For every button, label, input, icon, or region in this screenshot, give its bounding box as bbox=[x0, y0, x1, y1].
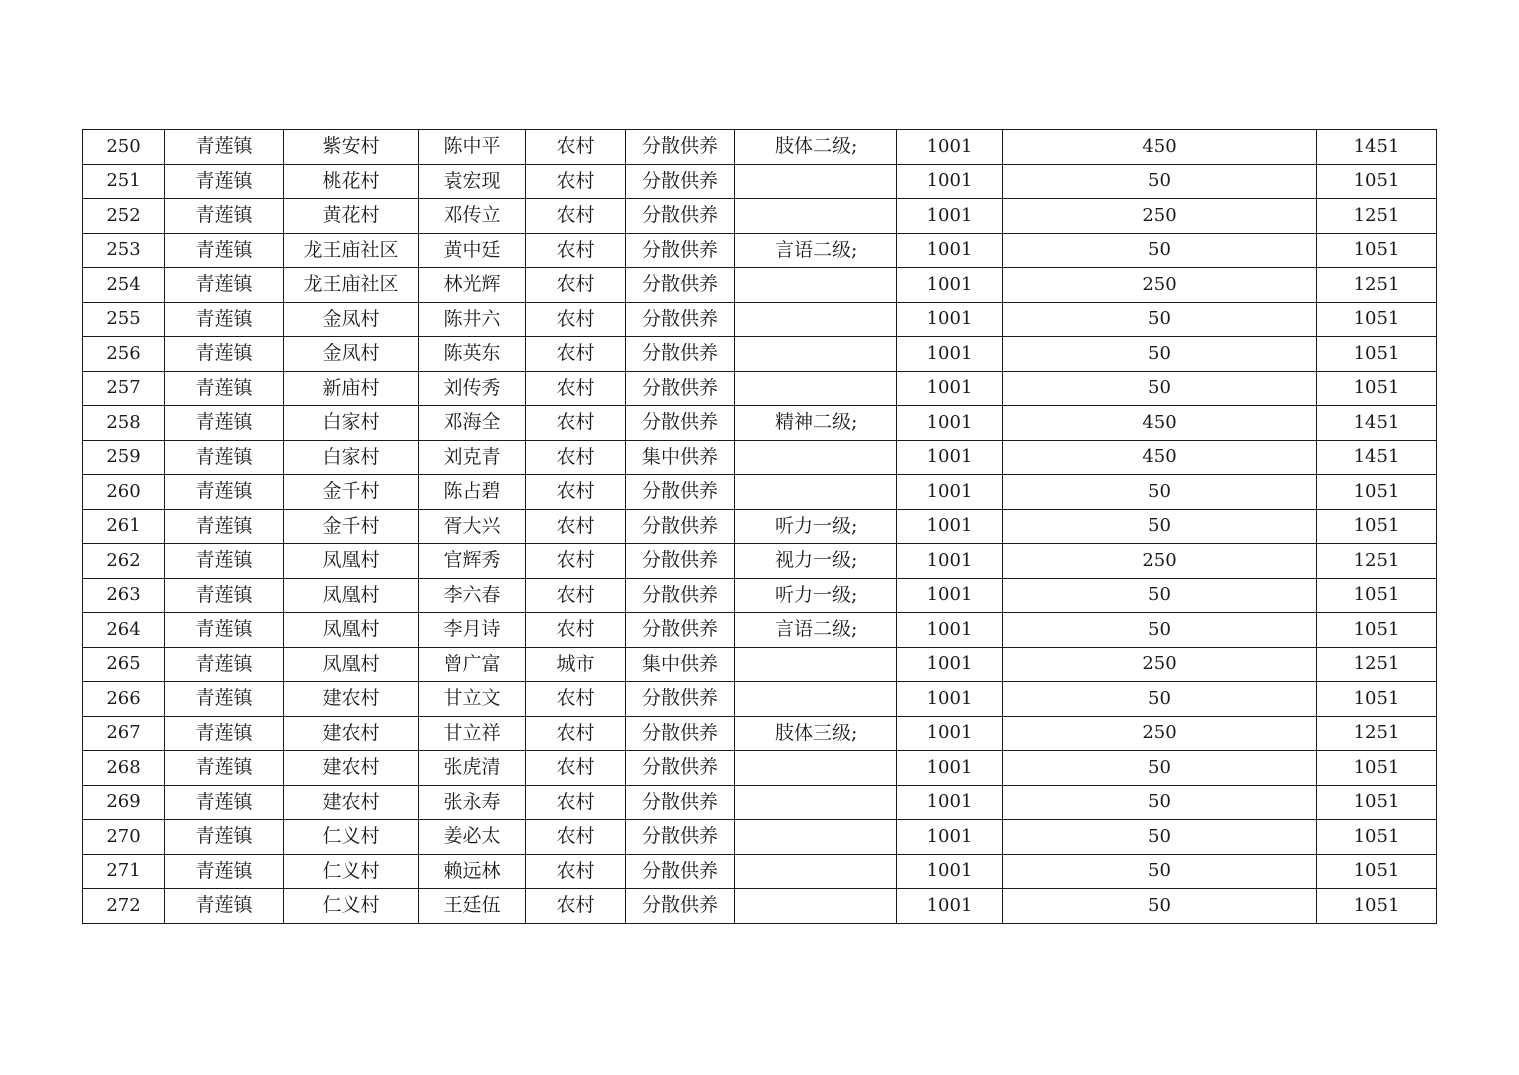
support-mode-cell: 分散供养 bbox=[626, 233, 735, 268]
basic-standard-cell: 1001 bbox=[897, 544, 1003, 579]
village-cell: 金千村 bbox=[284, 509, 419, 544]
town-cell: 青莲镇 bbox=[165, 854, 284, 889]
table-row bbox=[83, 785, 1437, 820]
disability-level-cell bbox=[735, 164, 897, 199]
care-subsidy-cell: 450 bbox=[1003, 130, 1317, 165]
village-cell: 建农村 bbox=[284, 785, 419, 820]
row-number-cell: 259 bbox=[83, 440, 165, 475]
care-subsidy-cell: 50 bbox=[1003, 337, 1317, 372]
total-amount-cell: 1051 bbox=[1317, 337, 1437, 372]
person-name-cell: 林光辉 bbox=[419, 268, 526, 303]
disability-level-cell bbox=[735, 854, 897, 889]
total-amount-cell: 1451 bbox=[1317, 130, 1437, 165]
support-mode-cell: 分散供养 bbox=[626, 820, 735, 855]
person-name-cell: 甘立祥 bbox=[419, 716, 526, 751]
disability-level-cell: 精神二级; bbox=[735, 406, 897, 441]
support-mode-cell: 分散供养 bbox=[626, 682, 735, 717]
row-number-cell: 260 bbox=[83, 475, 165, 510]
town-cell: 青莲镇 bbox=[165, 544, 284, 579]
basic-standard-cell: 1001 bbox=[897, 268, 1003, 303]
total-amount-cell: 1051 bbox=[1317, 682, 1437, 717]
town-cell: 青莲镇 bbox=[165, 268, 284, 303]
row-number-cell: 269 bbox=[83, 785, 165, 820]
person-name-cell: 张永寿 bbox=[419, 785, 526, 820]
village-cell: 新庙村 bbox=[284, 371, 419, 406]
row-number-cell: 270 bbox=[83, 820, 165, 855]
village-cell: 紫安村 bbox=[284, 130, 419, 165]
basic-standard-cell: 1001 bbox=[897, 130, 1003, 165]
household-type-cell: 农村 bbox=[526, 268, 626, 303]
row-number-cell: 267 bbox=[83, 716, 165, 751]
household-type-cell: 农村 bbox=[526, 716, 626, 751]
total-amount-cell: 1051 bbox=[1317, 889, 1437, 924]
table-row bbox=[83, 509, 1437, 544]
table-row bbox=[83, 682, 1437, 717]
care-subsidy-cell: 250 bbox=[1003, 716, 1317, 751]
care-subsidy-cell: 50 bbox=[1003, 751, 1317, 786]
household-type-cell: 农村 bbox=[526, 164, 626, 199]
disability-level-cell bbox=[735, 889, 897, 924]
table-row bbox=[83, 647, 1437, 682]
household-type-cell: 农村 bbox=[526, 578, 626, 613]
table-row bbox=[83, 889, 1437, 924]
support-mode-cell: 分散供养 bbox=[626, 613, 735, 648]
total-amount-cell: 1051 bbox=[1317, 371, 1437, 406]
village-cell: 建农村 bbox=[284, 682, 419, 717]
care-subsidy-cell: 50 bbox=[1003, 613, 1317, 648]
table-row bbox=[83, 130, 1437, 165]
household-type-cell: 农村 bbox=[526, 406, 626, 441]
care-subsidy-cell: 50 bbox=[1003, 785, 1317, 820]
total-amount-cell: 1051 bbox=[1317, 751, 1437, 786]
basic-standard-cell: 1001 bbox=[897, 647, 1003, 682]
village-cell: 桃花村 bbox=[284, 164, 419, 199]
person-name-cell: 曾广富 bbox=[419, 647, 526, 682]
table-row bbox=[83, 716, 1437, 751]
table-row bbox=[83, 337, 1437, 372]
table-row bbox=[83, 440, 1437, 475]
village-cell: 仁义村 bbox=[284, 820, 419, 855]
support-mode-cell: 分散供养 bbox=[626, 164, 735, 199]
support-mode-cell: 分散供养 bbox=[626, 785, 735, 820]
disability-level-cell bbox=[735, 302, 897, 337]
disability-level-cell bbox=[735, 440, 897, 475]
town-cell: 青莲镇 bbox=[165, 337, 284, 372]
village-cell: 仁义村 bbox=[284, 889, 419, 924]
disability-level-cell bbox=[735, 751, 897, 786]
basic-standard-cell: 1001 bbox=[897, 440, 1003, 475]
care-subsidy-cell: 450 bbox=[1003, 440, 1317, 475]
total-amount-cell: 1051 bbox=[1317, 820, 1437, 855]
total-amount-cell: 1451 bbox=[1317, 440, 1437, 475]
basic-standard-cell: 1001 bbox=[897, 751, 1003, 786]
support-mode-cell: 分散供养 bbox=[626, 578, 735, 613]
disability-level-cell: 言语二级; bbox=[735, 233, 897, 268]
support-mode-cell: 分散供养 bbox=[626, 371, 735, 406]
total-amount-cell: 1251 bbox=[1317, 268, 1437, 303]
row-number-cell: 252 bbox=[83, 199, 165, 234]
care-subsidy-cell: 50 bbox=[1003, 475, 1317, 510]
household-type-cell: 农村 bbox=[526, 889, 626, 924]
town-cell: 青莲镇 bbox=[165, 233, 284, 268]
town-cell: 青莲镇 bbox=[165, 440, 284, 475]
person-name-cell: 姜必太 bbox=[419, 820, 526, 855]
table-row bbox=[83, 751, 1437, 786]
household-type-cell: 农村 bbox=[526, 820, 626, 855]
basic-standard-cell: 1001 bbox=[897, 682, 1003, 717]
town-cell: 青莲镇 bbox=[165, 199, 284, 234]
total-amount-cell: 1051 bbox=[1317, 164, 1437, 199]
disability-level-cell: 肢体二级; bbox=[735, 130, 897, 165]
disability-level-cell: 肢体三级; bbox=[735, 716, 897, 751]
disability-level-cell bbox=[735, 820, 897, 855]
total-amount-cell: 1251 bbox=[1317, 647, 1437, 682]
village-cell: 白家村 bbox=[284, 406, 419, 441]
person-name-cell: 袁宏现 bbox=[419, 164, 526, 199]
village-cell: 凤凰村 bbox=[284, 544, 419, 579]
village-cell: 金千村 bbox=[284, 475, 419, 510]
town-cell: 青莲镇 bbox=[165, 716, 284, 751]
support-mode-cell: 分散供养 bbox=[626, 268, 735, 303]
care-subsidy-cell: 50 bbox=[1003, 820, 1317, 855]
care-subsidy-cell: 50 bbox=[1003, 509, 1317, 544]
household-type-cell: 农村 bbox=[526, 751, 626, 786]
village-cell: 白家村 bbox=[284, 440, 419, 475]
row-number-cell: 255 bbox=[83, 302, 165, 337]
disability-level-cell bbox=[735, 199, 897, 234]
town-cell: 青莲镇 bbox=[165, 785, 284, 820]
row-number-cell: 271 bbox=[83, 854, 165, 889]
total-amount-cell: 1051 bbox=[1317, 233, 1437, 268]
disability-level-cell: 言语二级; bbox=[735, 613, 897, 648]
person-name-cell: 刘传秀 bbox=[419, 371, 526, 406]
town-cell: 青莲镇 bbox=[165, 406, 284, 441]
support-mode-cell: 分散供养 bbox=[626, 475, 735, 510]
row-number-cell: 250 bbox=[83, 130, 165, 165]
village-cell: 凤凰村 bbox=[284, 578, 419, 613]
disability-level-cell: 听力一级; bbox=[735, 509, 897, 544]
basic-standard-cell: 1001 bbox=[897, 785, 1003, 820]
person-name-cell: 官辉秀 bbox=[419, 544, 526, 579]
total-amount-cell: 1051 bbox=[1317, 613, 1437, 648]
village-cell: 凤凰村 bbox=[284, 613, 419, 648]
household-type-cell: 农村 bbox=[526, 475, 626, 510]
support-mode-cell: 分散供养 bbox=[626, 854, 735, 889]
total-amount-cell: 1051 bbox=[1317, 854, 1437, 889]
basic-standard-cell: 1001 bbox=[897, 716, 1003, 751]
row-number-cell: 268 bbox=[83, 751, 165, 786]
person-name-cell: 李六春 bbox=[419, 578, 526, 613]
disability-level-cell bbox=[735, 371, 897, 406]
support-mode-cell: 分散供养 bbox=[626, 199, 735, 234]
table-row bbox=[83, 268, 1437, 303]
care-subsidy-cell: 250 bbox=[1003, 199, 1317, 234]
support-mode-cell: 分散供养 bbox=[626, 406, 735, 441]
table-row bbox=[83, 406, 1437, 441]
person-name-cell: 黄中廷 bbox=[419, 233, 526, 268]
disability-level-cell: 视力一级; bbox=[735, 544, 897, 579]
household-type-cell: 农村 bbox=[526, 544, 626, 579]
town-cell: 青莲镇 bbox=[165, 613, 284, 648]
disability-level-cell bbox=[735, 682, 897, 717]
village-cell: 仁义村 bbox=[284, 854, 419, 889]
roster-table-body bbox=[83, 130, 1437, 924]
basic-standard-cell: 1001 bbox=[897, 578, 1003, 613]
table-row bbox=[83, 544, 1437, 579]
village-cell: 金凤村 bbox=[284, 302, 419, 337]
person-name-cell: 胥大兴 bbox=[419, 509, 526, 544]
care-subsidy-cell: 250 bbox=[1003, 544, 1317, 579]
person-name-cell: 王廷伍 bbox=[419, 889, 526, 924]
care-subsidy-cell: 50 bbox=[1003, 302, 1317, 337]
person-name-cell: 陈占碧 bbox=[419, 475, 526, 510]
row-number-cell: 254 bbox=[83, 268, 165, 303]
disability-level-cell bbox=[735, 268, 897, 303]
village-cell: 金凤村 bbox=[284, 337, 419, 372]
table-row bbox=[83, 854, 1437, 889]
row-number-cell: 253 bbox=[83, 233, 165, 268]
town-cell: 青莲镇 bbox=[165, 647, 284, 682]
town-cell: 青莲镇 bbox=[165, 578, 284, 613]
total-amount-cell: 1451 bbox=[1317, 406, 1437, 441]
disability-level-cell bbox=[735, 475, 897, 510]
town-cell: 青莲镇 bbox=[165, 509, 284, 544]
care-subsidy-cell: 50 bbox=[1003, 889, 1317, 924]
support-mode-cell: 分散供养 bbox=[626, 302, 735, 337]
table-row bbox=[83, 820, 1437, 855]
row-number-cell: 272 bbox=[83, 889, 165, 924]
table-row bbox=[83, 613, 1437, 648]
household-type-cell: 农村 bbox=[526, 440, 626, 475]
basic-standard-cell: 1001 bbox=[897, 233, 1003, 268]
support-mode-cell: 分散供养 bbox=[626, 751, 735, 786]
village-cell: 建农村 bbox=[284, 751, 419, 786]
household-type-cell: 农村 bbox=[526, 199, 626, 234]
disability-level-cell bbox=[735, 647, 897, 682]
row-number-cell: 257 bbox=[83, 371, 165, 406]
town-cell: 青莲镇 bbox=[165, 130, 284, 165]
person-name-cell: 陈英东 bbox=[419, 337, 526, 372]
basic-standard-cell: 1001 bbox=[897, 613, 1003, 648]
support-mode-cell: 分散供养 bbox=[626, 130, 735, 165]
basic-standard-cell: 1001 bbox=[897, 509, 1003, 544]
town-cell: 青莲镇 bbox=[165, 889, 284, 924]
person-name-cell: 赖远林 bbox=[419, 854, 526, 889]
basic-standard-cell: 1001 bbox=[897, 199, 1003, 234]
care-subsidy-cell: 50 bbox=[1003, 233, 1317, 268]
table-row bbox=[83, 164, 1437, 199]
total-amount-cell: 1251 bbox=[1317, 199, 1437, 234]
care-subsidy-cell: 50 bbox=[1003, 164, 1317, 199]
basic-standard-cell: 1001 bbox=[897, 820, 1003, 855]
total-amount-cell: 1051 bbox=[1317, 302, 1437, 337]
basic-standard-cell: 1001 bbox=[897, 337, 1003, 372]
total-amount-cell: 1051 bbox=[1317, 475, 1437, 510]
row-number-cell: 256 bbox=[83, 337, 165, 372]
person-name-cell: 刘克青 bbox=[419, 440, 526, 475]
household-type-cell: 农村 bbox=[526, 854, 626, 889]
person-name-cell: 张虎清 bbox=[419, 751, 526, 786]
total-amount-cell: 1051 bbox=[1317, 785, 1437, 820]
town-cell: 青莲镇 bbox=[165, 475, 284, 510]
care-subsidy-cell: 50 bbox=[1003, 578, 1317, 613]
disability-level-cell bbox=[735, 785, 897, 820]
person-name-cell: 邓海全 bbox=[419, 406, 526, 441]
person-name-cell: 李月诗 bbox=[419, 613, 526, 648]
household-type-cell: 农村 bbox=[526, 509, 626, 544]
household-type-cell: 农村 bbox=[526, 302, 626, 337]
household-type-cell: 农村 bbox=[526, 233, 626, 268]
household-type-cell: 农村 bbox=[526, 337, 626, 372]
care-subsidy-cell: 50 bbox=[1003, 854, 1317, 889]
total-amount-cell: 1051 bbox=[1317, 509, 1437, 544]
total-amount-cell: 1251 bbox=[1317, 544, 1437, 579]
household-type-cell: 农村 bbox=[526, 613, 626, 648]
support-mode-cell: 分散供养 bbox=[626, 889, 735, 924]
town-cell: 青莲镇 bbox=[165, 164, 284, 199]
basic-standard-cell: 1001 bbox=[897, 302, 1003, 337]
village-cell: 黄花村 bbox=[284, 199, 419, 234]
basic-standard-cell: 1001 bbox=[897, 889, 1003, 924]
total-amount-cell: 1051 bbox=[1317, 578, 1437, 613]
person-name-cell: 陈中平 bbox=[419, 130, 526, 165]
support-mode-cell: 分散供养 bbox=[626, 337, 735, 372]
row-number-cell: 258 bbox=[83, 406, 165, 441]
support-mode-cell: 分散供养 bbox=[626, 716, 735, 751]
row-number-cell: 265 bbox=[83, 647, 165, 682]
basic-standard-cell: 1001 bbox=[897, 406, 1003, 441]
row-number-cell: 266 bbox=[83, 682, 165, 717]
town-cell: 青莲镇 bbox=[165, 682, 284, 717]
person-name-cell: 陈井六 bbox=[419, 302, 526, 337]
basic-standard-cell: 1001 bbox=[897, 164, 1003, 199]
row-number-cell: 261 bbox=[83, 509, 165, 544]
household-type-cell: 农村 bbox=[526, 785, 626, 820]
town-cell: 青莲镇 bbox=[165, 820, 284, 855]
town-cell: 青莲镇 bbox=[165, 302, 284, 337]
table-row bbox=[83, 371, 1437, 406]
household-type-cell: 农村 bbox=[526, 371, 626, 406]
basic-standard-cell: 1001 bbox=[897, 475, 1003, 510]
table-row bbox=[83, 199, 1437, 234]
table-row bbox=[83, 578, 1437, 613]
row-number-cell: 251 bbox=[83, 164, 165, 199]
care-subsidy-cell: 50 bbox=[1003, 682, 1317, 717]
row-number-cell: 262 bbox=[83, 544, 165, 579]
household-type-cell: 农村 bbox=[526, 130, 626, 165]
row-number-cell: 263 bbox=[83, 578, 165, 613]
support-mode-cell: 分散供养 bbox=[626, 544, 735, 579]
household-type-cell: 城市 bbox=[526, 647, 626, 682]
care-subsidy-cell: 450 bbox=[1003, 406, 1317, 441]
person-name-cell: 邓传立 bbox=[419, 199, 526, 234]
village-cell: 建农村 bbox=[284, 716, 419, 751]
care-subsidy-cell: 50 bbox=[1003, 371, 1317, 406]
support-mode-cell: 集中供养 bbox=[626, 440, 735, 475]
village-cell: 龙王庙社区 bbox=[284, 233, 419, 268]
care-subsidy-cell: 250 bbox=[1003, 268, 1317, 303]
town-cell: 青莲镇 bbox=[165, 751, 284, 786]
support-mode-cell: 集中供养 bbox=[626, 647, 735, 682]
table-row bbox=[83, 233, 1437, 268]
disability-level-cell: 听力一级; bbox=[735, 578, 897, 613]
table-row bbox=[83, 475, 1437, 510]
disability-level-cell bbox=[735, 337, 897, 372]
person-name-cell: 甘立文 bbox=[419, 682, 526, 717]
village-cell: 凤凰村 bbox=[284, 647, 419, 682]
town-cell: 青莲镇 bbox=[165, 371, 284, 406]
care-subsidy-cell: 250 bbox=[1003, 647, 1317, 682]
household-type-cell: 农村 bbox=[526, 682, 626, 717]
village-cell: 龙王庙社区 bbox=[284, 268, 419, 303]
support-mode-cell: 分散供养 bbox=[626, 509, 735, 544]
roster-table bbox=[82, 129, 1437, 924]
total-amount-cell: 1251 bbox=[1317, 716, 1437, 751]
basic-standard-cell: 1001 bbox=[897, 371, 1003, 406]
row-number-cell: 264 bbox=[83, 613, 165, 648]
basic-standard-cell: 1001 bbox=[897, 854, 1003, 889]
table-row bbox=[83, 302, 1437, 337]
